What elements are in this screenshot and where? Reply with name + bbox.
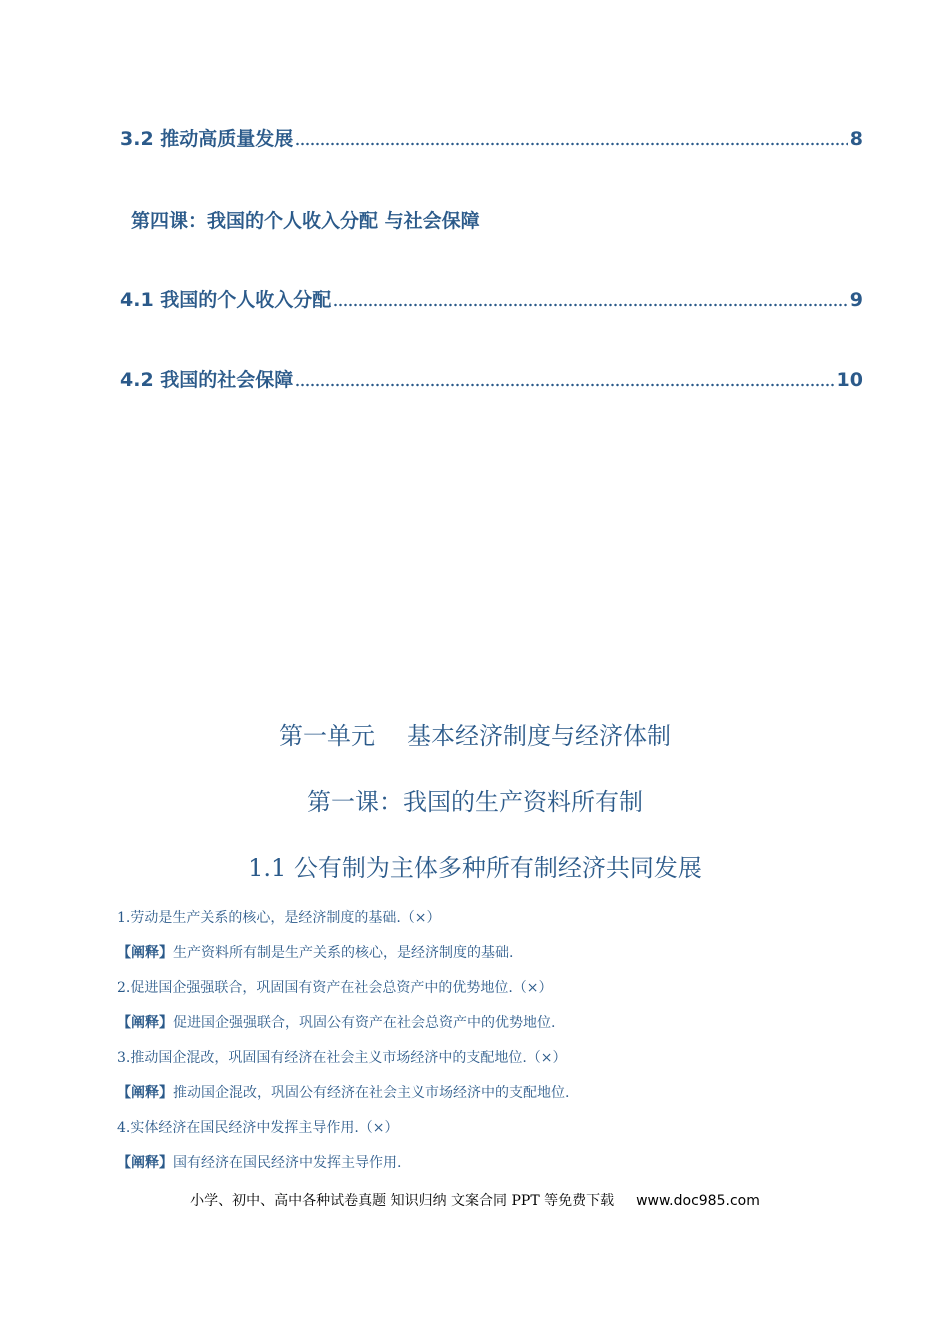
toc-entry-page: 9	[849, 289, 863, 311]
toc-entry-label: 4.1 我国的个人收入分配	[120, 289, 332, 311]
unit-title-number: 第一单元	[279, 722, 375, 750]
section-title: 1.1 公有制为主体多种所有制经济共同发展	[248, 854, 702, 882]
explanation-tag: 【阐释】	[117, 1015, 173, 1031]
explanation-text: 促进国企强强联合，巩固公有资产在社会总资产中的优势地位.	[173, 1015, 556, 1031]
toc-entry-4-2[interactable]	[120, 365, 863, 395]
lesson-title: 第一课：我国的生产资料所有制	[307, 788, 643, 816]
toc-leader-dots	[295, 382, 834, 388]
toc-entry-4-1[interactable]	[120, 285, 863, 315]
statement-item	[117, 1047, 567, 1069]
toc-entry-label: 3.2 推动高质量发展	[120, 128, 294, 150]
toc-lesson4-heading[interactable]: 第四课：我国的个人收入分配 与社会保障	[131, 210, 480, 232]
statement-text: 2.促进国企强强联合，巩固国有资产在社会总资产中的优势地位.（×）	[117, 980, 553, 996]
unit-title	[0, 718, 950, 754]
explanation-item	[117, 1152, 401, 1174]
explanation-item	[117, 1012, 555, 1034]
page-footer	[0, 1190, 950, 1212]
statement-item	[117, 977, 553, 999]
statement-text: 4.实体经济在国民经济中发挥主导作用.（×）	[117, 1120, 399, 1136]
explanation-tag: 【阐释】	[117, 1155, 173, 1171]
explanation-text: 国有经济在国民经济中发挥主导作用.	[173, 1155, 402, 1171]
toc-leader-dots	[295, 141, 847, 147]
explanation-text: 推动国企混改，巩固公有经济在社会主义市场经济中的支配地位.	[173, 1085, 570, 1101]
footer-url-link[interactable]: www.doc985.com	[636, 1193, 760, 1209]
unit-title-name: 基本经济制度与经济体制	[407, 722, 671, 750]
footer-text: 小学、初中、高中各种试卷真题 知识归纳 文案合同 PPT 等免费下载	[190, 1193, 615, 1209]
toc-entry-3-2[interactable]	[120, 124, 863, 154]
explanation-tag: 【阐释】	[117, 1085, 173, 1101]
statement-text: 3.推动国企混改，巩固国有经济在社会主义市场经济中的支配地位.（×）	[117, 1050, 567, 1066]
explanation-item	[117, 942, 513, 964]
toc-leader-dots	[333, 302, 847, 308]
toc-entry-label: 4.2 我国的社会保障	[120, 369, 294, 391]
toc-entry-page: 8	[849, 128, 863, 150]
statement-item	[117, 907, 441, 929]
toc-entry-page: 10	[836, 369, 863, 391]
statement-item	[117, 1117, 399, 1139]
explanation-text: 生产资料所有制是生产关系的核心，是经济制度的基础.	[173, 945, 514, 961]
statement-text: 1.劳动是生产关系的核心，是经济制度的基础.（×）	[117, 910, 441, 926]
explanation-item	[117, 1082, 569, 1104]
explanation-tag: 【阐释】	[117, 945, 173, 961]
